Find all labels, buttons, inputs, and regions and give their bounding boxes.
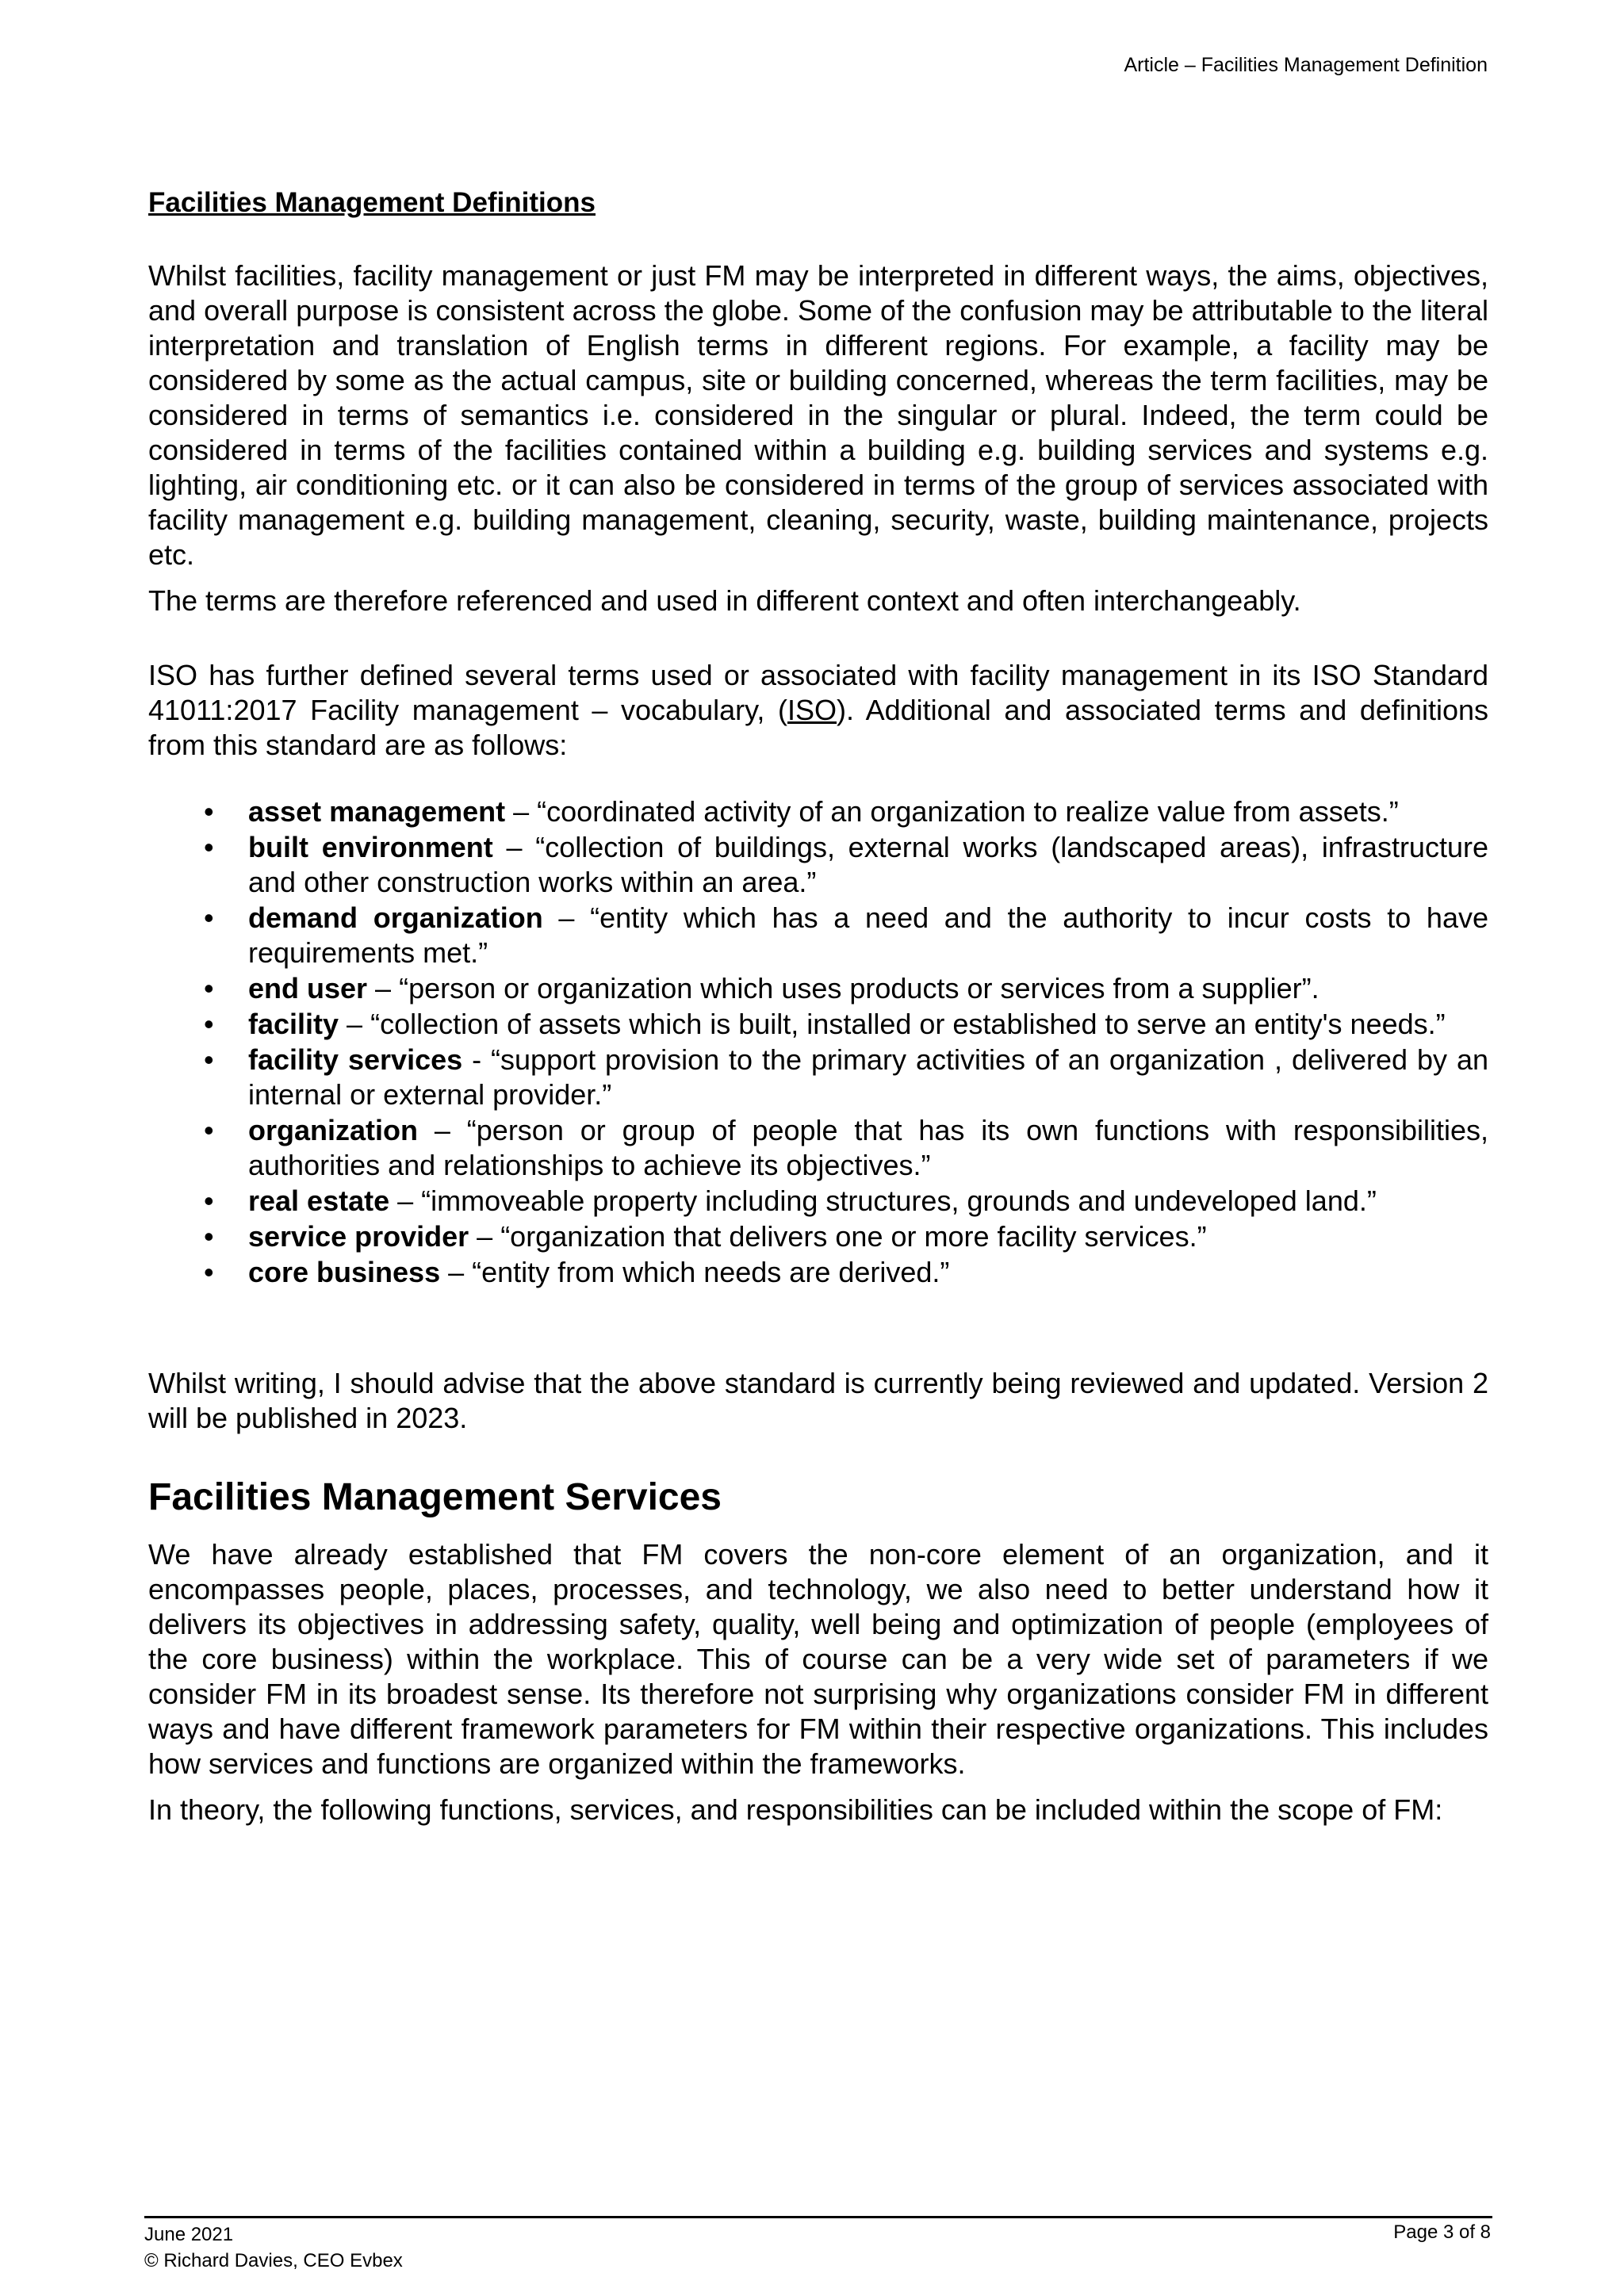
term-name: facility [248, 1008, 339, 1040]
term-separator: – [505, 795, 538, 828]
footer-date: June 2021 [144, 2224, 234, 2245]
term-name: end user [248, 972, 368, 1004]
term-definition: “organization that delivers one or more facility services.” [500, 1220, 1207, 1253]
term-definition: “entity from which needs are derived.” [472, 1256, 950, 1288]
term-separator: – [492, 831, 536, 863]
term-separator: – [440, 1256, 473, 1288]
term-separator: – [542, 901, 591, 934]
bullet-icon: • [204, 1114, 214, 1146]
iso-paragraph-text-end: ). Additional and associated terms and definitions from this standard are as follows: [148, 694, 1488, 761]
revision-note-paragraph: Whilst writing, I should advise that the above standard is currently being reviewed and updated. Version 2 will be published in 2023. [148, 1367, 1488, 1434]
list-item [148, 830, 1488, 900]
term-name: built environment [248, 831, 493, 863]
bullet-icon: • [204, 972, 214, 1004]
term-name: organization [248, 1114, 418, 1146]
term-name: demand organization [248, 901, 543, 934]
term-definition: “coordinated activity of an organization to realize value from assets.” [537, 795, 1399, 828]
bullet-icon: • [204, 1043, 214, 1076]
terms-list [148, 794, 1488, 1290]
term-definition: “support provision to the primary activities of an organization , delivered by an internal or external provider.” [248, 1043, 1488, 1111]
bullet-icon: • [204, 1220, 214, 1253]
intro-paragraph: Whilst facilities, facility management or just FM may be interpreted in different ways, the aims, objectives, and overall purpose is consistent across the globe. Some of the confusion may be attributable to the literal interpretation and translation of English terms in different regions. For example, a facility may be considered by some as the actual campus, site or building concerned, whereas the term facilities, may be considered in terms of semantics i.e. considered in the singular or plural. Indeed, the term could be considered in terms of the facilities contained within a building e.g. building services and systems e.g. lighting, air conditioning etc. or it can also be considered in terms of the group of services associated with facility management e.g. building management, cleaning, security, waste, building maintenance, projects etc. [148, 259, 1488, 571]
term-separator: – [367, 972, 400, 1004]
list-item [148, 794, 1488, 829]
term-separator: – [389, 1184, 422, 1217]
term-definition: “collection of assets which is built, installed or established to serve an entity's needs.” [370, 1008, 1446, 1040]
context-paragraph: The terms are therefore referenced and used in different context and often interchangeably. [148, 584, 1301, 617]
bullet-icon: • [204, 1008, 214, 1040]
term-definition: “collection of buildings, external works (landscaped areas), infrastructure and other construction works within an area.” [248, 831, 1488, 898]
term-definition: “immoveable property including structures, grounds and undeveloped land.” [421, 1184, 1377, 1217]
list-item [148, 901, 1488, 970]
bullet-icon: • [204, 1184, 214, 1217]
list-item [148, 1043, 1488, 1112]
term-name: core business [248, 1256, 441, 1288]
term-name: service provider [248, 1220, 469, 1253]
section-title-services: Facilities Management Services [148, 1476, 722, 1518]
term-name: facility services [248, 1043, 463, 1076]
list-item [148, 1113, 1488, 1183]
footer-left [144, 2221, 403, 2274]
term-separator: – [339, 1008, 371, 1040]
term-name: asset management [248, 795, 506, 828]
section-title-definitions: Facilities Management Definitions [148, 187, 596, 218]
term-separator: - [462, 1043, 492, 1076]
list-item [148, 1007, 1488, 1042]
term-separator: – [469, 1220, 501, 1253]
term-definition: “entity which has a need and the authority to incur costs to have requirements met.” [248, 901, 1488, 969]
bullet-icon: • [204, 901, 214, 934]
list-item [148, 1255, 1488, 1290]
list-item [148, 1184, 1488, 1219]
iso-link[interactable]: ISO [787, 694, 837, 726]
scope-paragraph: In theory, the following functions, services, and responsibilities can be included within the scope of FM: [148, 1793, 1443, 1826]
bullet-icon: • [204, 831, 214, 863]
term-definition: “person or organization which uses products or services from a supplier”. [399, 972, 1320, 1004]
term-separator: – [418, 1114, 467, 1146]
list-item [148, 971, 1488, 1006]
footer-divider [144, 2216, 1492, 2218]
iso-paragraph-text-start: ISO has further defined several terms used or associated with facility management in its ISO Standard 41011:2017 Facility management – vocabulary, ( [148, 659, 1488, 726]
services-paragraph: We have already established that FM covers the non-core element of an organization, and it encompasses people, places, processes, and technology, we also need to better understand how it delivers its objectives in addressing safety, quality, well being and optimization of people (employees of the core business) within the workplace. This of course can be a very wide set of parameters if we consider FM in its broadest sense. Its therefore not surprising why organizations consider FM in different ways and have different framework parameters for FM within their respective organizations. This includes how services and functions are organized within the frameworks. [148, 1538, 1488, 1780]
article-body [148, 187, 1488, 1827]
running-header: Article – Facilities Management Definition [1124, 54, 1488, 76]
term-name: real estate [248, 1184, 390, 1217]
bullet-icon: • [204, 795, 214, 828]
list-item [148, 1219, 1488, 1254]
bullet-icon: • [204, 1256, 214, 1288]
iso-paragraph [148, 658, 1488, 763]
term-definition: “person or group of people that has its own functions with responsibilities, authorities and relationships to achieve its objectives.” [248, 1114, 1488, 1181]
page-number: Page 3 of 8 [1393, 2221, 1491, 2243]
footer-copyright: © Richard Davies, CEO Evbex [144, 2250, 403, 2271]
